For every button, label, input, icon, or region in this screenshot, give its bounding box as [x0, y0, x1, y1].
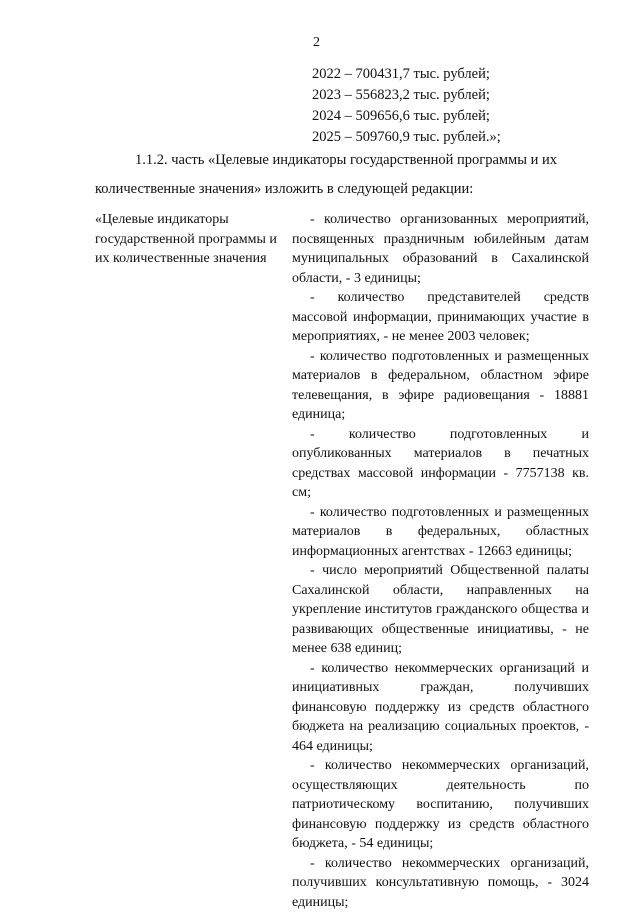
indicator-item: - количество подготовленных и размещенных материалов в федеральном, областном эфире телевещания, в эфире радиовещания - 18881 единица; — [292, 347, 589, 425]
budget-line-2022: 2022 – 700431,7 тыс. рублей; — [312, 64, 501, 85]
budget-lines — [312, 64, 501, 148]
indicator-item: - количество подготовленных и опубликованных материалов в печатных средствах массовой информации - 7757138 кв. см; — [292, 425, 589, 503]
indicators-list — [292, 210, 589, 912]
indicator-item: - число мероприятий Общественной палаты Сахалинской области, направленных на укрепление институтов гражданского общества и развивающих общественные инициативы, - не менее 638 единиц; — [292, 561, 589, 659]
budget-line-2025: 2025 – 509760,9 тыс. рублей.»; — [312, 127, 501, 148]
indicator-item: - количество некоммерческих организаций, получивших консультативную помощь, - 3024 единицы; — [292, 854, 589, 912]
intro-paragraph-line-1: 1.1.2. часть «Целевые индикаторы государственной программы и их — [135, 152, 557, 169]
page-number: 2 — [0, 35, 633, 51]
indicator-item: - количество некоммерческих организаций, осуществляющих деятельность по патриотическому воспитанию, получивших финансовую поддержку из средств областного бюджета, - 54 единицы; — [292, 756, 589, 854]
intro-paragraph-line-2: количественные значения» изложить в следующей редакции: — [95, 181, 473, 198]
indicators-heading-cell: «Целевые индикаторы государственной программы и их количественные значения — [95, 210, 285, 269]
indicator-item: - количество подготовленных и размещенных материалов в федеральных, областных информационных агентствах - 12663 единицы; — [292, 503, 589, 562]
budget-line-2023: 2023 – 556823,2 тыс. рублей; — [312, 85, 501, 106]
indicator-item: - количество некоммерческих организаций и инициативных граждан, получивших финансовую поддержку из средств областного бюджета на реализацию социальных проектов, - 464 единицы; — [292, 659, 589, 757]
budget-line-2024: 2024 – 509656,6 тыс. рублей; — [312, 106, 501, 127]
indicator-item: - количество представителей средств массовой информации, принимающих участие в мероприятиях, - не менее 2003 человек; — [292, 288, 589, 347]
indicator-item: - количество организованных мероприятий, посвященных праздничным юбилейным датам муниципальных образований в Сахалинской области, - 3 единицы; — [292, 210, 589, 288]
